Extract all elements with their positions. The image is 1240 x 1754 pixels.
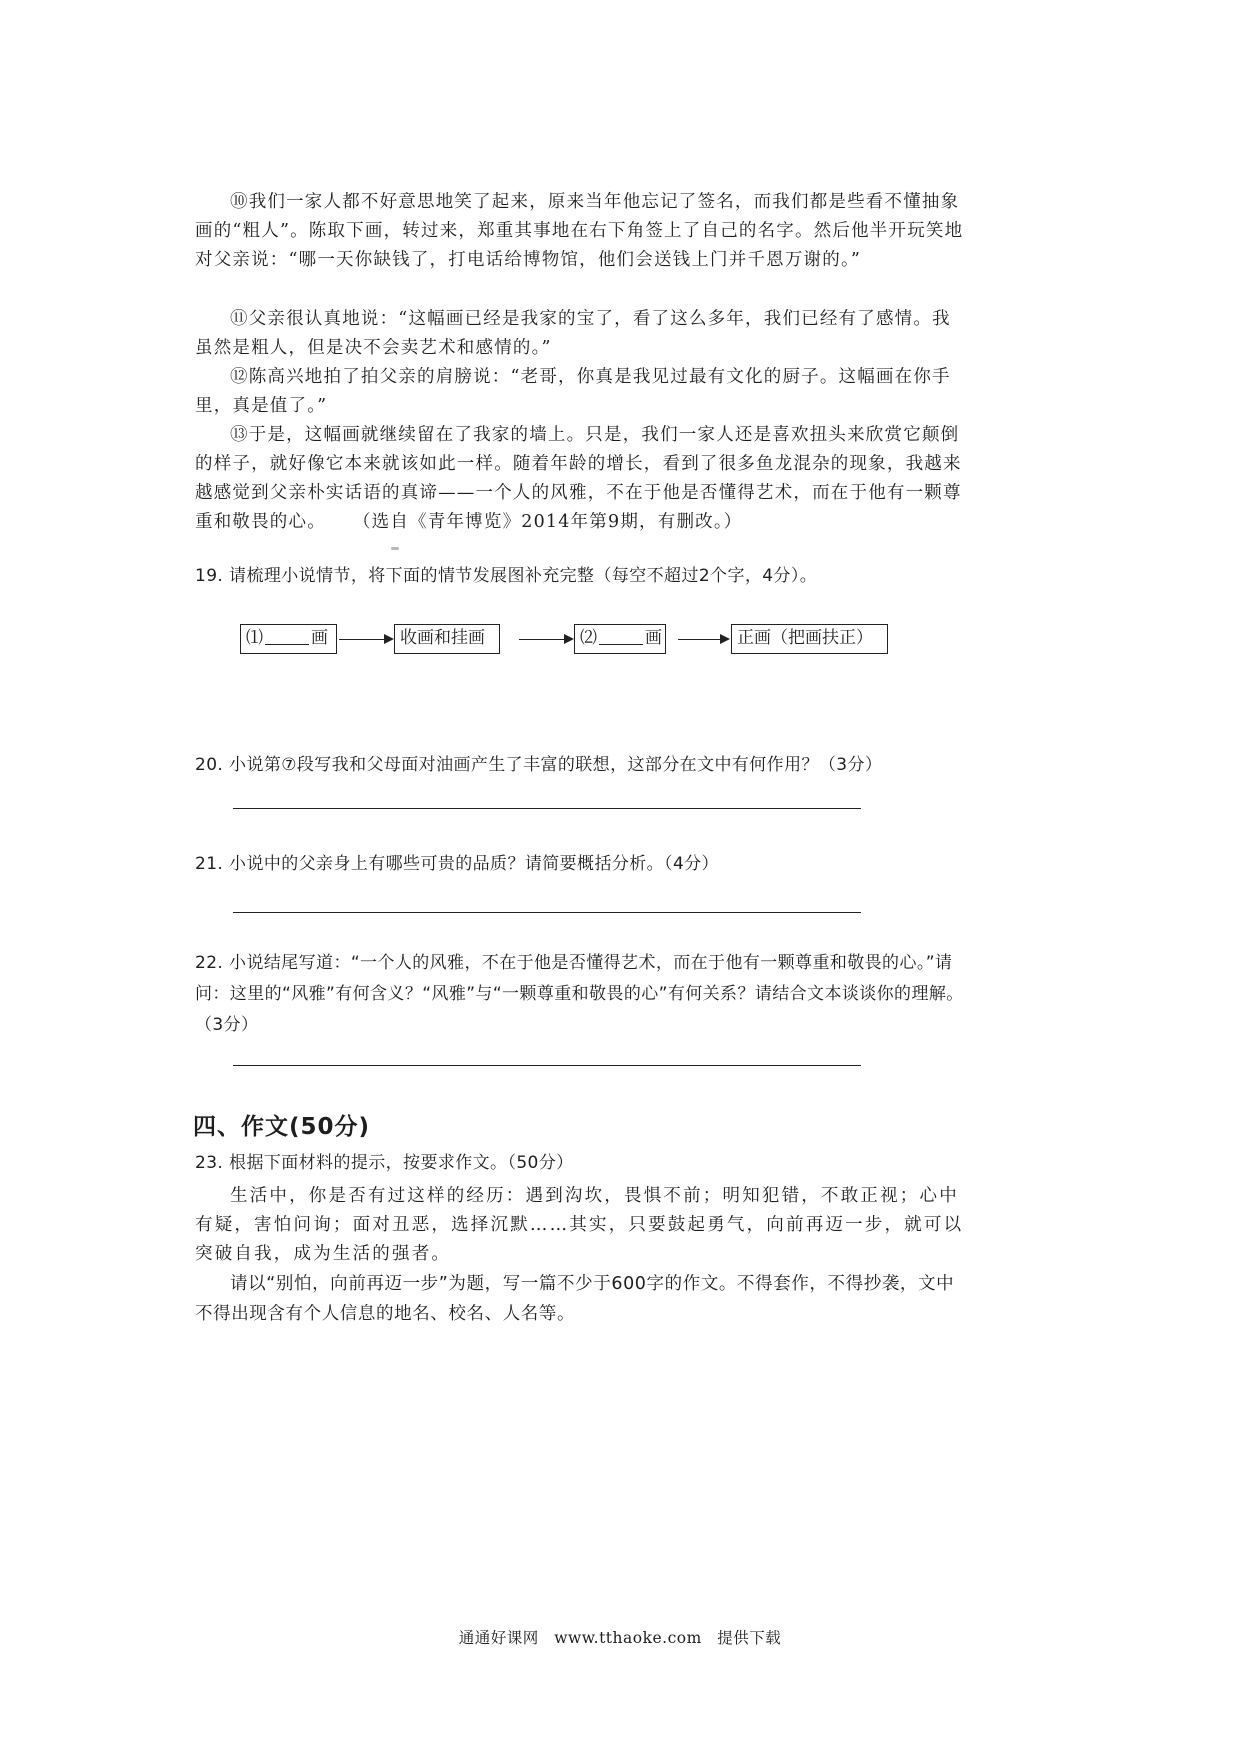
flow-box-3 — [574, 624, 666, 654]
paragraph-10: ⑩我们一家人都不好意思地笑了起来，原来当年他忘记了签名，而我们都是些看不懂抽象画的“粗人”。陈取下画，转过来，郑重其事地在右下角签上了自己的名字。然后他半开玩笑地对父亲说：“哪一天你缺钱了，打电话给博物馆，他们会送钱上门并千恩万谢的。” — [195, 192, 964, 270]
question-19: 19. 请梳理小说情节，将下面的情节发展图补充完整（每空不超过2个字，4分）。 — [195, 566, 818, 586]
scan-speck — [391, 547, 399, 550]
flow-box-3-suffix: 画 — [645, 628, 662, 648]
source-citation-text: （选自《青年博览》2014年第9期，有删改。） — [352, 512, 743, 532]
question-20: 20. 小说第⑦段写我和父母面对油画产生了丰富的联想，这部分在文中有何作用？（3分） — [195, 755, 883, 775]
section-4-title: 四、作文(50分) — [193, 1114, 371, 1140]
page-footer — [0, 1626, 1240, 1648]
paragraph-11: ⑪父亲很认真地说：“这幅画已经是我家的宝了，看了这么多年，我们已经有了感情。我虽然是粗人，但是决不会卖艺术和感情的。” — [195, 309, 951, 358]
flow-box-2: 收画和挂画 — [394, 624, 500, 654]
answer-line-21[interactable] — [233, 912, 861, 913]
footer-url[interactable]: www.tthaoke.com — [554, 1629, 702, 1647]
flow-box-1-number: ⑴ — [246, 628, 263, 648]
footer-tail: 提供下载 — [717, 1629, 782, 1647]
question-23: 23. 根据下面材料的提示，按要求作文。（50分） — [195, 1153, 574, 1173]
answer-line-20[interactable] — [233, 808, 861, 809]
flow-blank-2[interactable] — [599, 627, 643, 645]
flow-arrow-1 — [339, 639, 392, 640]
essay-material: 生活中，你是否有过这样的经历：遇到沟坎，畏惧不前；明知犯错，不敢正视；心中有疑，害怕问询；面对丑恶，选择沉默……其实，只要鼓起勇气，向前再迈一步，就可以突破自我，成为生活的强者。 — [195, 1186, 964, 1264]
answer-line-22[interactable] — [233, 1065, 861, 1066]
paragraph-13-text: ⑬于是，这幅画就继续留在了我家的墙上。只是，我们一家人还是喜欢扭头来欣赏它颠倒的样子，就好像它本来就该如此一样。随着年龄的增长，看到了很多鱼龙混杂的现象，我越来越感觉到父亲朴实话语的真谛——一个人的风雅，不在于他是否懂得艺术，而在于他有一颗尊重和敬畏的心。 — [195, 425, 962, 532]
paragraph-12: ⑫陈高兴地拍了拍父亲的肩膀说：“老哥，你真是我见过最有文化的厨子。这幅画在你手里，真是值了。” — [195, 367, 951, 416]
flow-box-1-suffix: 画 — [311, 628, 328, 648]
flow-blank-1[interactable] — [265, 627, 309, 645]
source-citation — [326, 512, 743, 532]
footer-site-name: 通通好课网 — [458, 1629, 539, 1647]
essay-requirement: 请以“别怕，向前再迈一步”为题，写一篇不少于600字的作文。不得套作，不得抄袭，文中不得出现含有个人信息的地名、校名、人名等。 — [195, 1274, 955, 1324]
question-21: 21. 小说中的父亲身上有哪些可贵的品质？请简要概括分析。（4分） — [195, 854, 719, 874]
flow-arrow-3 — [678, 639, 728, 640]
paragraph-13 — [195, 421, 965, 537]
flow-arrow-2 — [519, 639, 572, 640]
flow-box-4: 正画（把画扶正） — [731, 624, 888, 654]
flow-box-3-number: ⑵ — [580, 628, 597, 648]
question-22: 22. 小说结尾写道：“一个人的风雅，不在于他是否懂得艺术，而在于他有一颗尊重和敬畏的心。”请问：这里的“风雅”有何含义？“风雅”与“一颗尊重和敬畏的心”有何关系？请结合文本谈谈你的理解。（3分） — [195, 953, 964, 1035]
flow-box-1 — [240, 624, 337, 654]
